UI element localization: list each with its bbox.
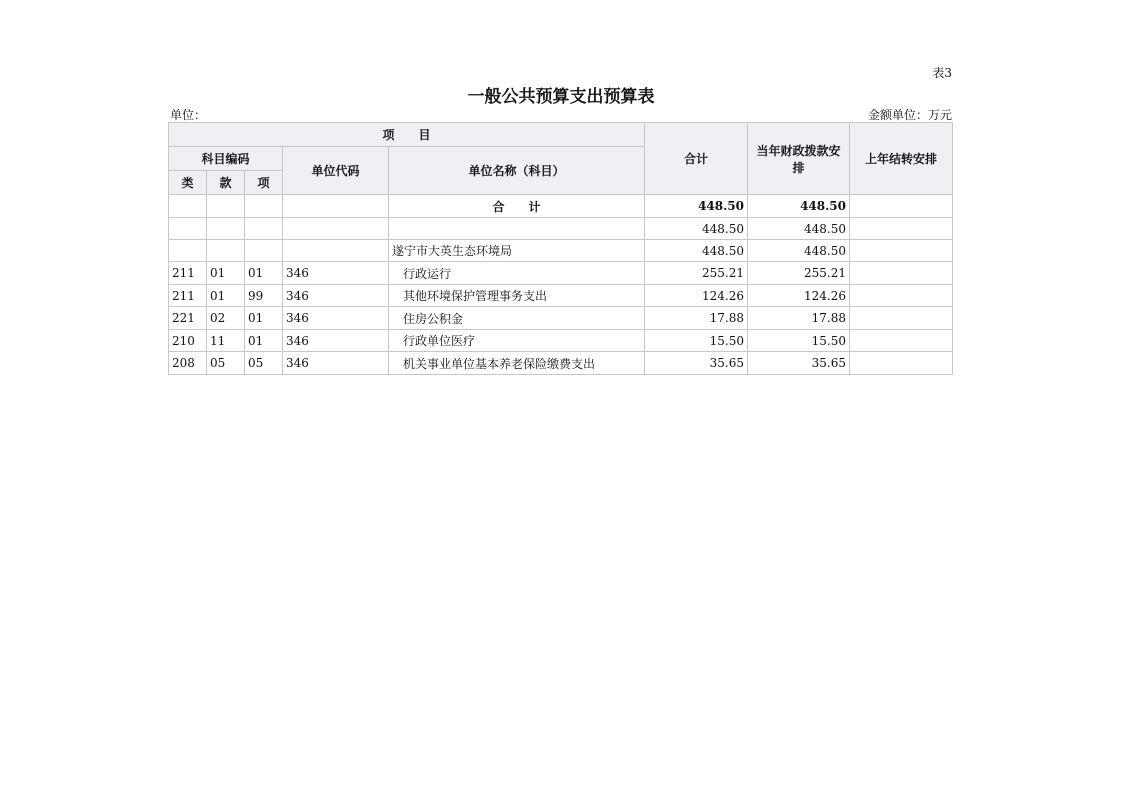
subtotal-prior [850,218,953,240]
subtotal-current: 448.50 [748,218,850,240]
cell-xiang: 05 [245,352,283,375]
cell-empty [169,218,207,240]
cell-prior [850,285,953,307]
table-row [169,285,953,307]
cell-empty [169,195,207,218]
cell-kuan: 01 [207,285,245,307]
cell-empty [283,195,389,218]
department-prior [850,240,953,262]
header-xiang: 项 [245,171,283,195]
header-unit-code: 单位代码 [283,147,389,195]
header-project: 项 目 [169,123,645,147]
cell-lei: 211 [169,262,207,285]
cell-prior [850,330,953,352]
cell-empty [389,218,645,240]
cell-empty [207,218,245,240]
cell-prior [850,262,953,285]
header-subject-code: 科目编码 [169,147,283,171]
cell-subject-name: 行政单位医疗 [389,330,645,352]
cell-total: 15.50 [645,330,748,352]
cell-current: 15.50 [748,330,850,352]
amount-unit-label: 金额单位：万元 [867,108,952,122]
cell-total: 35.65 [645,352,748,375]
table-row [169,352,953,375]
page-title: 一般公共预算支出预算表 [467,87,655,107]
cell-empty [283,218,389,240]
cell-prior [850,307,953,330]
total-label: 合 计 [389,195,645,218]
department-total: 448.50 [645,240,748,262]
cell-total: 255.21 [645,262,748,285]
cell-lei: 208 [169,352,207,375]
subtotal-amount: 448.50 [645,218,748,240]
cell-total: 124.26 [645,285,748,307]
cell-unit-code: 346 [283,262,389,285]
cell-current: 255.21 [748,262,850,285]
table-row [169,330,953,352]
cell-empty [283,240,389,262]
cell-current: 35.65 [748,352,850,375]
total-prior [850,195,953,218]
subtotal-row [169,218,953,240]
cell-subject-name: 其他环境保护管理事务支出 [389,285,645,307]
header-lei: 类 [169,171,207,195]
cell-empty [207,240,245,262]
cell-kuan: 01 [207,262,245,285]
department-name: 遂宁市大英生态环境局 [389,240,645,262]
cell-subject-name: 机关事业单位基本养老保险缴费支出 [389,352,645,375]
header-current-allocation: 当年财政拨款安排 [748,123,850,195]
cell-lei: 210 [169,330,207,352]
cell-kuan: 02 [207,307,245,330]
cell-empty [245,195,283,218]
cell-unit-code: 346 [283,330,389,352]
unit-label: 单位： [170,108,207,122]
header-total: 合计 [645,123,748,195]
cell-total: 17.88 [645,307,748,330]
cell-unit-code: 346 [283,285,389,307]
total-row [169,195,953,218]
cell-lei: 211 [169,285,207,307]
cell-current: 124.26 [748,285,850,307]
budget-table [168,122,953,375]
cell-kuan: 05 [207,352,245,375]
table-row [169,307,953,330]
cell-prior [850,352,953,375]
cell-xiang: 01 [245,307,283,330]
header-kuan: 款 [207,171,245,195]
cell-subject-name: 行政运行 [389,262,645,285]
cell-empty [245,240,283,262]
cell-kuan: 11 [207,330,245,352]
header-prior-carryover: 上年结转安排 [850,123,953,195]
cell-lei: 221 [169,307,207,330]
cell-unit-code: 346 [283,352,389,375]
table-number: 表3 [932,66,952,80]
cell-xiang: 01 [245,262,283,285]
cell-xiang: 01 [245,330,283,352]
cell-xiang: 99 [245,285,283,307]
cell-subject-name: 住房公积金 [389,307,645,330]
cell-empty [245,218,283,240]
table-row [169,262,953,285]
department-current: 448.50 [748,240,850,262]
total-current: 448.50 [748,195,850,218]
department-row [169,240,953,262]
header-unit-name: 单位名称（科目） [389,147,645,195]
total-amount: 448.50 [645,195,748,218]
cell-current: 17.88 [748,307,850,330]
cell-empty [169,240,207,262]
cell-unit-code: 346 [283,307,389,330]
cell-empty [207,195,245,218]
